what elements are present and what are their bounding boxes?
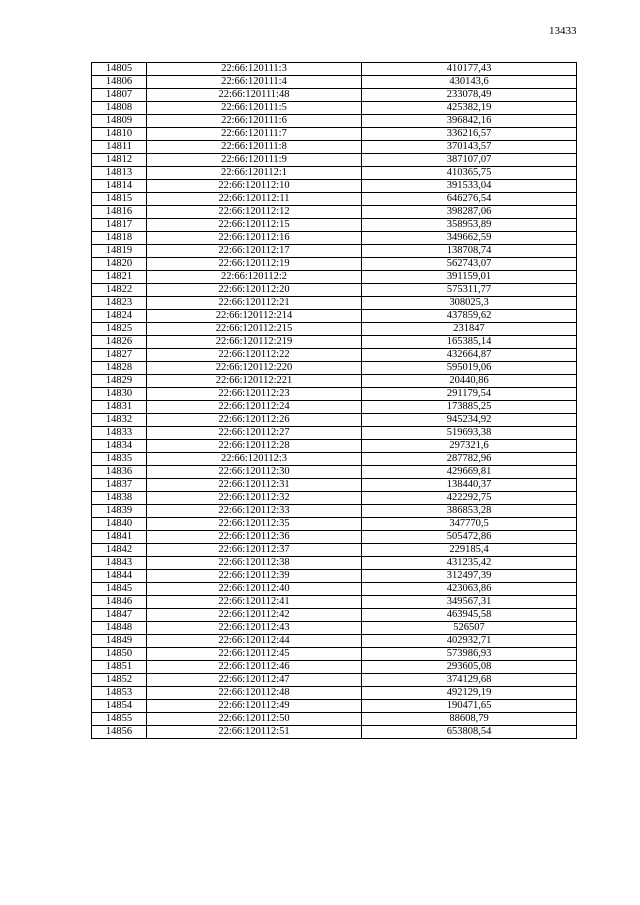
cadastral-number-cell: 22:66:120112:31 — [147, 479, 362, 492]
cadastral-value-cell: 312497,39 — [362, 570, 577, 583]
table-row — [92, 570, 577, 583]
table-row — [92, 154, 577, 167]
row-number-cell: 14825 — [92, 323, 147, 336]
cadastral-value-cell: 231847 — [362, 323, 577, 336]
table-row — [92, 713, 577, 726]
row-number-cell: 14815 — [92, 193, 147, 206]
cadastral-value-cell: 423063,86 — [362, 583, 577, 596]
cadastral-number-cell: 22:66:120112:41 — [147, 596, 362, 609]
row-number-cell: 14806 — [92, 76, 147, 89]
cadastral-value-cell: 349567,31 — [362, 596, 577, 609]
cadastral-number-cell: 22:66:120112:28 — [147, 440, 362, 453]
cadastral-value-cell: 391533,04 — [362, 180, 577, 193]
cadastral-number-cell: 22:66:120112:11 — [147, 193, 362, 206]
cadastral-value-cell: 173885,25 — [362, 401, 577, 414]
table-row — [92, 76, 577, 89]
cadastral-value-cell: 138708,74 — [362, 245, 577, 258]
table-row — [92, 700, 577, 713]
cadastral-value-cell: 505472,86 — [362, 531, 577, 544]
row-number-cell: 14839 — [92, 505, 147, 518]
cadastral-number-cell: 22:66:120111:8 — [147, 141, 362, 154]
cadastral-number-cell: 22:66:120112:15 — [147, 219, 362, 232]
row-number-cell: 14844 — [92, 570, 147, 583]
cadastral-number-cell: 22:66:120112:35 — [147, 518, 362, 531]
cadastral-number-cell: 22:66:120112:37 — [147, 544, 362, 557]
cadastral-value-cell: 347770,5 — [362, 518, 577, 531]
cadastral-number-cell: 22:66:120112:43 — [147, 622, 362, 635]
cadastral-number-cell: 22:66:120111:6 — [147, 115, 362, 128]
cadastral-value-cell: 432664,87 — [362, 349, 577, 362]
table-row — [92, 557, 577, 570]
row-number-cell: 14833 — [92, 427, 147, 440]
cadastral-number-cell: 22:66:120112:26 — [147, 414, 362, 427]
cadastral-value-cell: 190471,65 — [362, 700, 577, 713]
table-row — [92, 596, 577, 609]
cadastral-value-cell: 387107,07 — [362, 154, 577, 167]
cadastral-number-cell: 22:66:120112:2 — [147, 271, 362, 284]
cadastral-value-cell: 374129,68 — [362, 674, 577, 687]
table-row — [92, 518, 577, 531]
table-row — [92, 661, 577, 674]
cadastral-number-cell: 22:66:120112:38 — [147, 557, 362, 570]
table-row — [92, 89, 577, 102]
table-row — [92, 323, 577, 336]
row-number-cell: 14827 — [92, 349, 147, 362]
row-number-cell: 14841 — [92, 531, 147, 544]
cadastral-number-cell: 22:66:120112:23 — [147, 388, 362, 401]
table-row — [92, 687, 577, 700]
cadastral-value-cell: 336216,57 — [362, 128, 577, 141]
cadastral-number-cell: 22:66:120111:48 — [147, 89, 362, 102]
table-row — [92, 544, 577, 557]
cadastral-value-cell: 430143,6 — [362, 76, 577, 89]
cadastral-value-cell: 291179,54 — [362, 388, 577, 401]
cadastral-number-cell: 22:66:120112:221 — [147, 375, 362, 388]
table-row — [92, 63, 577, 76]
row-number-cell: 14807 — [92, 89, 147, 102]
cadastral-value-cell: 646276,54 — [362, 193, 577, 206]
table-row — [92, 362, 577, 375]
cadastral-value-cell: 293605,08 — [362, 661, 577, 674]
table-row — [92, 726, 577, 739]
cadastral-number-cell: 22:66:120112:30 — [147, 466, 362, 479]
table-row — [92, 531, 577, 544]
row-number-cell: 14828 — [92, 362, 147, 375]
table-row — [92, 271, 577, 284]
table-row — [92, 622, 577, 635]
row-number-cell: 14813 — [92, 167, 147, 180]
table-row — [92, 180, 577, 193]
cadastral-value-cell: 429669,81 — [362, 466, 577, 479]
cadastral-value-cell: 410177,43 — [362, 63, 577, 76]
row-number-cell: 14850 — [92, 648, 147, 661]
cadastral-number-cell: 22:66:120112:17 — [147, 245, 362, 258]
table-row — [92, 609, 577, 622]
row-number-cell: 14848 — [92, 622, 147, 635]
cadastral-value-cell: 229185,4 — [362, 544, 577, 557]
row-number-cell: 14843 — [92, 557, 147, 570]
table-row — [92, 297, 577, 310]
row-number-cell: 14819 — [92, 245, 147, 258]
cadastral-value-cell: 526507 — [362, 622, 577, 635]
cadastral-number-cell: 22:66:120112:36 — [147, 531, 362, 544]
cadastral-number-cell: 22:66:120112:219 — [147, 336, 362, 349]
row-number-cell: 14814 — [92, 180, 147, 193]
row-number-cell: 14832 — [92, 414, 147, 427]
cadastral-number-cell: 22:66:120112:48 — [147, 687, 362, 700]
cadastral-value-cell: 573986,93 — [362, 648, 577, 661]
cadastral-number-cell: 22:66:120112:39 — [147, 570, 362, 583]
cadastral-number-cell: 22:66:120112:44 — [147, 635, 362, 648]
cadastral-number-cell: 22:66:120111:5 — [147, 102, 362, 115]
cadastral-value-cell: 519693,38 — [362, 427, 577, 440]
row-number-cell: 14847 — [92, 609, 147, 622]
cadastral-value-cell: 370143,57 — [362, 141, 577, 154]
cadastral-number-cell: 22:66:120112:45 — [147, 648, 362, 661]
cadastral-number-cell: 22:66:120112:42 — [147, 609, 362, 622]
table-row — [92, 115, 577, 128]
cadastral-value-cell: 398287,06 — [362, 206, 577, 219]
row-number-cell: 14835 — [92, 453, 147, 466]
row-number-cell: 14805 — [92, 63, 147, 76]
table-row — [92, 583, 577, 596]
table-row — [92, 128, 577, 141]
cadastral-number-cell: 22:66:120112:24 — [147, 401, 362, 414]
row-number-cell: 14811 — [92, 141, 147, 154]
table-row — [92, 388, 577, 401]
table-row — [92, 427, 577, 440]
table-row — [92, 206, 577, 219]
table-row — [92, 232, 577, 245]
cadastral-number-cell: 22:66:120112:21 — [147, 297, 362, 310]
row-number-cell: 14836 — [92, 466, 147, 479]
row-number-cell: 14817 — [92, 219, 147, 232]
row-number-cell: 14809 — [92, 115, 147, 128]
cadastral-number-cell: 22:66:120112:33 — [147, 505, 362, 518]
table-row — [92, 102, 577, 115]
row-number-cell: 14816 — [92, 206, 147, 219]
row-number-cell: 14810 — [92, 128, 147, 141]
table-row — [92, 141, 577, 154]
cadastral-value-cell: 386853,28 — [362, 505, 577, 518]
cadastral-value-cell: 287782,96 — [362, 453, 577, 466]
table-row — [92, 258, 577, 271]
page-number: 13433 — [549, 25, 577, 37]
row-number-cell: 14852 — [92, 674, 147, 687]
row-number-cell: 14821 — [92, 271, 147, 284]
cadastral-number-cell: 22:66:120112:19 — [147, 258, 362, 271]
cadastral-value-cell: 492129,19 — [362, 687, 577, 700]
row-number-cell: 14851 — [92, 661, 147, 674]
cadastral-number-cell: 22:66:120112:51 — [147, 726, 362, 739]
row-number-cell: 14845 — [92, 583, 147, 596]
cadastral-number-cell: 22:66:120112:40 — [147, 583, 362, 596]
row-number-cell: 14823 — [92, 297, 147, 310]
cadastral-number-cell: 22:66:120112:46 — [147, 661, 362, 674]
cadastral-number-cell: 22:66:120112:12 — [147, 206, 362, 219]
table-row — [92, 284, 577, 297]
cadastral-value-cell: 437859,62 — [362, 310, 577, 323]
cadastral-number-cell: 22:66:120112:214 — [147, 310, 362, 323]
table-row — [92, 414, 577, 427]
row-number-cell: 14838 — [92, 492, 147, 505]
cadastral-value-cell: 391159,01 — [362, 271, 577, 284]
table-row — [92, 245, 577, 258]
cadastral-value-cell: 402932,71 — [362, 635, 577, 648]
cadastral-value-cell: 562743,07 — [362, 258, 577, 271]
row-number-cell: 14808 — [92, 102, 147, 115]
cadastral-number-cell: 22:66:120112:49 — [147, 700, 362, 713]
table-row — [92, 453, 577, 466]
cadastral-value-cell: 595019,06 — [362, 362, 577, 375]
row-number-cell: 14818 — [92, 232, 147, 245]
cadastral-value-cell: 88608,79 — [362, 713, 577, 726]
cadastral-number-cell: 22:66:120112:47 — [147, 674, 362, 687]
cadastral-number-cell: 22:66:120112:3 — [147, 453, 362, 466]
table-body — [92, 63, 577, 739]
row-number-cell: 14855 — [92, 713, 147, 726]
table-row — [92, 674, 577, 687]
table-row — [92, 505, 577, 518]
cadastral-number-cell: 22:66:120112:20 — [147, 284, 362, 297]
cadastral-value-table — [91, 62, 577, 739]
table-row — [92, 401, 577, 414]
row-number-cell: 14840 — [92, 518, 147, 531]
row-number-cell: 14830 — [92, 388, 147, 401]
cadastral-value-cell: 575311,77 — [362, 284, 577, 297]
table-row — [92, 479, 577, 492]
row-number-cell: 14820 — [92, 258, 147, 271]
cadastral-value-cell: 653808,54 — [362, 726, 577, 739]
cadastral-number-cell: 22:66:120112:1 — [147, 167, 362, 180]
cadastral-value-cell: 308025,3 — [362, 297, 577, 310]
cadastral-value-cell: 431235,42 — [362, 557, 577, 570]
cadastral-value-cell: 165385,14 — [362, 336, 577, 349]
cadastral-number-cell: 22:66:120112:16 — [147, 232, 362, 245]
cadastral-number-cell: 22:66:120112:215 — [147, 323, 362, 336]
cadastral-number-cell: 22:66:120112:220 — [147, 362, 362, 375]
cadastral-value-cell: 138440,37 — [362, 479, 577, 492]
cadastral-value-cell: 349662,59 — [362, 232, 577, 245]
cadastral-value-cell: 945234,92 — [362, 414, 577, 427]
table-row — [92, 219, 577, 232]
row-number-cell: 14856 — [92, 726, 147, 739]
row-number-cell: 14831 — [92, 401, 147, 414]
row-number-cell: 14842 — [92, 544, 147, 557]
table-row — [92, 375, 577, 388]
cadastral-value-cell: 422292,75 — [362, 492, 577, 505]
cadastral-number-cell: 22:66:120112:27 — [147, 427, 362, 440]
table-row — [92, 310, 577, 323]
row-number-cell: 14849 — [92, 635, 147, 648]
cadastral-value-cell: 425382,19 — [362, 102, 577, 115]
cadastral-number-cell: 22:66:120111:4 — [147, 76, 362, 89]
cadastral-value-cell: 233078,49 — [362, 89, 577, 102]
row-number-cell: 14829 — [92, 375, 147, 388]
cadastral-value-cell: 20440,86 — [362, 375, 577, 388]
row-number-cell: 14824 — [92, 310, 147, 323]
cadastral-number-cell: 22:66:120112:32 — [147, 492, 362, 505]
row-number-cell: 14837 — [92, 479, 147, 492]
table-row — [92, 349, 577, 362]
row-number-cell: 14826 — [92, 336, 147, 349]
table-row — [92, 466, 577, 479]
cadastral-number-cell: 22:66:120112:50 — [147, 713, 362, 726]
table-row — [92, 492, 577, 505]
cadastral-number-cell: 22:66:120112:10 — [147, 180, 362, 193]
row-number-cell: 14854 — [92, 700, 147, 713]
cadastral-number-cell: 22:66:120111:7 — [147, 128, 362, 141]
cadastral-value-cell: 463945,58 — [362, 609, 577, 622]
table-row — [92, 193, 577, 206]
cadastral-value-cell: 297321,6 — [362, 440, 577, 453]
cadastral-number-cell: 22:66:120111:9 — [147, 154, 362, 167]
row-number-cell: 14834 — [92, 440, 147, 453]
cadastral-value-cell: 358953,89 — [362, 219, 577, 232]
row-number-cell: 14846 — [92, 596, 147, 609]
table-row — [92, 167, 577, 180]
row-number-cell: 14812 — [92, 154, 147, 167]
cadastral-number-cell: 22:66:120112:22 — [147, 349, 362, 362]
row-number-cell: 14822 — [92, 284, 147, 297]
cadastral-number-cell: 22:66:120111:3 — [147, 63, 362, 76]
cadastral-value-cell: 396842,16 — [362, 115, 577, 128]
table-row — [92, 440, 577, 453]
cadastral-value-cell: 410365,75 — [362, 167, 577, 180]
table-row — [92, 635, 577, 648]
table-row — [92, 336, 577, 349]
table-row — [92, 648, 577, 661]
row-number-cell: 14853 — [92, 687, 147, 700]
